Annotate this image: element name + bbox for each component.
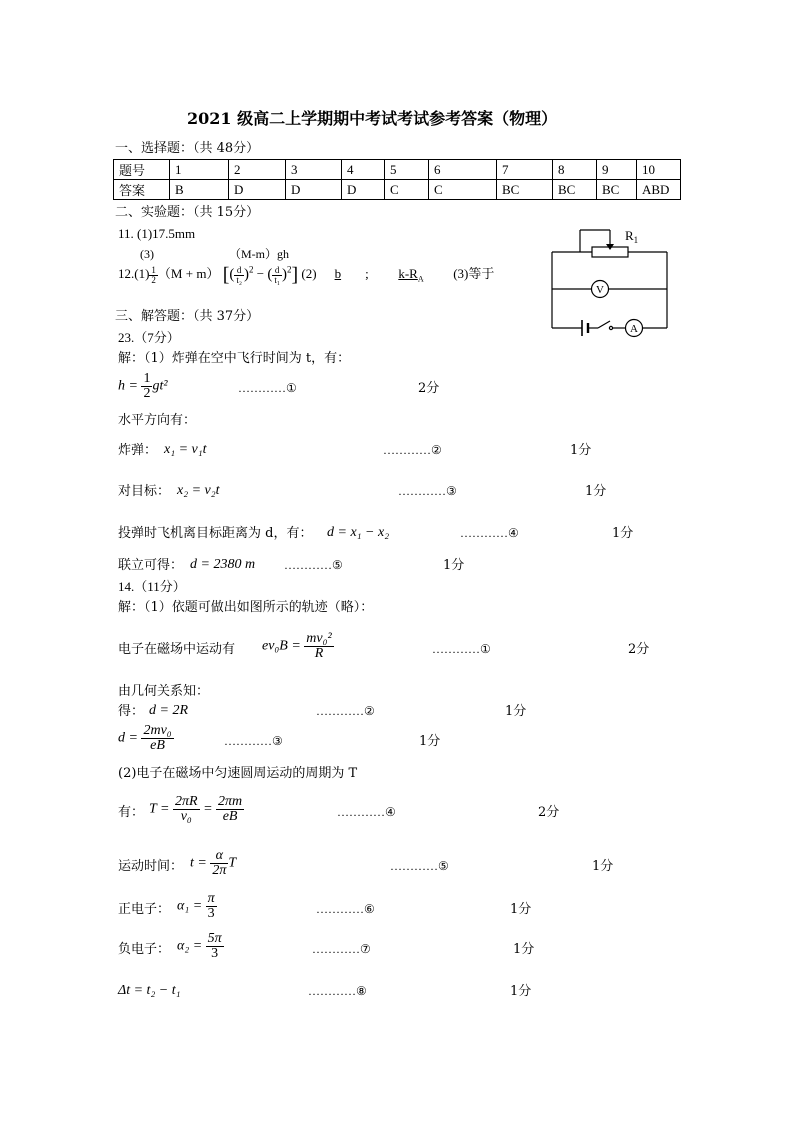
table-cell: 9 [597,160,637,180]
equation-1 [118,372,168,401]
marker-5: …………⑤ [284,558,343,572]
fraction-numerator: d [272,266,282,276]
score: 2分 [418,381,440,396]
fraction-numerator: 2πm [218,794,243,809]
q12-b-answer: b [334,265,342,281]
q11-answer: 11. (1)17.5mm [118,226,196,241]
eq1-fraction [141,372,152,401]
marker-2b: …………② [316,704,375,718]
motion-equation [262,632,334,661]
score: 2分 [538,805,560,820]
motion-fraction [304,632,333,661]
q12-semicolon: ; [365,265,369,281]
fraction-denominator: R [314,646,324,661]
marker-6: …………⑥ [316,902,375,916]
table-cell: 4 [342,160,385,180]
section-heading-solve: 三、解答题：（共 37分） [115,309,260,324]
table-cell: BC [597,180,637,200]
horizontal-label: 水平方向有： [118,413,197,428]
fraction-denominator: 2π [212,863,227,878]
table-cell: B [170,180,229,200]
result-label: 联立可得： [118,558,184,573]
table-cell: 3 [286,160,342,180]
target-label: 对目标： [118,484,171,499]
bomb-label: 炸弹： [118,443,158,458]
table-cell: BC [497,180,553,200]
eq-lhs: ev₀B = [262,638,301,654]
fraction-numerator: d [234,266,244,276]
marker-1b: …………① [432,642,491,656]
geometry-label: 由几何关系知： [118,684,210,699]
table-cell: 2 [229,160,286,180]
electron-label: 负电子： [118,942,171,957]
q12-mass: （M + m） [157,265,220,281]
table-cell: 7 [497,160,553,180]
q12-k-sub: A [417,274,424,284]
score: 1分 [510,902,532,917]
q14-heading: 14.（11分） [118,579,186,594]
bracket-left: [ [222,264,230,286]
q12-part3: (3)等于 [453,265,495,281]
score: 1分 [510,984,532,999]
score: 1分 [612,526,634,541]
table-row [114,180,681,200]
bracket-right: ] [291,264,299,286]
table-cell: 题号 [114,160,170,180]
period-fraction-1 [173,795,200,824]
score: 2分 [628,642,650,657]
table-cell: C [385,180,429,200]
score: 1分 [505,704,527,719]
result-equation: d = 2380 m [190,557,256,572]
period-equation: T = $\frac{2\pi R}{\text{v₀}}$ = $\frac{2\pi m}{eB}$ [149,794,243,824]
fraction-numerator: π [207,891,215,906]
table-cell: D [342,180,385,200]
fraction-denominator: eB [150,738,165,753]
q12-numerator: （M-m）gh [229,247,290,261]
score: 1分 [585,484,607,499]
table-cell: 答案 [114,180,170,200]
score: 1分 [592,859,614,874]
fraction-denominator: 3 [211,946,219,961]
time-label: 运动时间： [118,859,184,874]
ammeter-label: A [630,323,638,335]
rheostat-label: $R_1$ [625,228,639,245]
table-cell: 6 [429,160,497,180]
time-fraction [210,849,228,878]
eq-rhs: T [228,855,237,871]
motion-label: 电子在磁场中运动有 [118,642,236,657]
fraction-numerator: α [210,849,228,864]
q12-half-fraction [149,266,158,285]
q14-intro: 解：（1）依题可做出如图所示的轨迹（略）： [118,600,374,615]
eq-lhs: α₁ = [177,898,203,914]
q12-line: 12.(1) $\frac{1}{2}$ （M + m） [( $\frac{d}{\text{t₂}}$ )$^2$ − ( $\frac{d}{\text{t₁}}$ )$^2$] (2) b ; $k-R_A$ (3)等于 [118,264,495,286]
table-row [114,160,681,180]
fraction-numerator: mv₀² [306,631,332,646]
fraction-numerator: 1 [143,371,151,386]
marker-3b: …………③ [224,734,283,748]
eq-lhs: d = [118,730,138,746]
score: 1分 [570,443,592,458]
fraction-numerator: 2πR [174,794,198,809]
q12-part2: (2) [301,265,317,281]
q13-heading: 23.（7分） [118,330,180,345]
fraction-denominator: v₀ [180,809,192,824]
table-cell: 1 [170,160,229,180]
electron-fraction [206,932,224,961]
marker-8: …………⑧ [308,984,367,998]
fraction-denominator: t₂ [236,274,242,285]
fraction-denominator: 3 [207,906,215,921]
period-fraction-2 [216,795,244,824]
q12-lead: 12.(1) [118,265,150,281]
table-cell: ABD [637,180,681,200]
marker-1: …………① [238,381,297,395]
q12-k-answer [382,267,440,284]
circuit-diagram [540,222,675,342]
fraction-numerator: 1 [151,264,156,275]
d-over-t2 [234,266,244,285]
fraction-numerator: 5π [207,931,222,946]
d-fraction [141,724,173,753]
table-cell: D [286,180,342,200]
q12-part3-label: (3) [140,247,154,261]
voltmeter-label: V [596,284,604,296]
period-intro: (2)电子在磁场中匀速圆周运动的周期为 T [118,766,358,781]
period-label: 有： [118,805,145,820]
eq-lhs: T = [149,801,170,817]
table-cell: 5 [385,160,429,180]
eq-lhs: h = [118,378,138,394]
fraction-denominator: 2 [143,386,151,401]
marker-4b: …………④ [337,805,396,819]
score: 1分 [419,734,441,749]
section-heading-experiment: 二、实验题：（共 15分） [115,205,260,220]
answer-table [113,159,681,200]
eq-lhs: α₂ = [177,938,203,954]
marker-3: …………③ [398,484,457,498]
table-cell: BC [553,180,597,200]
positron-label: 正电子： [118,902,171,917]
q12-k-text: k-R [398,265,418,281]
page-title: 2021 级高二上学期期中考试考试参考答案（物理） [187,109,558,128]
table-cell: 8 [553,160,597,180]
bomb-equation: x₁ = v₁t [164,442,207,457]
electron-equation [177,932,224,961]
d-equation [118,724,174,753]
positron-fraction [206,892,217,921]
d-over-t1 [272,266,282,285]
marker-5b: …………⑤ [390,859,449,873]
score: 1分 [443,558,465,573]
section-heading-choice: 一、选择题：（共 48分） [115,141,260,156]
fraction-denominator: t₁ [274,274,280,285]
get-label: 得： [118,704,145,719]
marker-4: …………④ [460,526,519,540]
fraction-numerator: 2mv₀ [143,723,172,738]
table-cell: C [429,180,497,200]
distance-text: 投弹时飞机离目标距离为 d，有： [118,526,313,541]
score: 1分 [513,942,535,957]
table-cell: 10 [637,160,681,180]
delta-t-equation: Δt = t₂ − t₁ [118,983,181,998]
marker-7: …………⑦ [312,942,371,956]
get-equation: d = 2R [149,703,188,718]
positron-equation [177,892,217,921]
target-equation: x₂ = v₂t [177,483,220,498]
table-cell: D [229,180,286,200]
fraction-denominator: 2 [151,274,156,285]
distance-equation: d = x₁ − x₂ [327,525,390,540]
time-equation [190,849,236,878]
marker-2: …………② [383,443,442,457]
eq-rhs: gt² [152,378,168,394]
fraction-denominator: eB [222,809,238,824]
eq-lhs: t = [190,855,207,871]
q13-intro: 解：（1）炸弹在空中飞行时间为 t，有： [118,351,351,366]
